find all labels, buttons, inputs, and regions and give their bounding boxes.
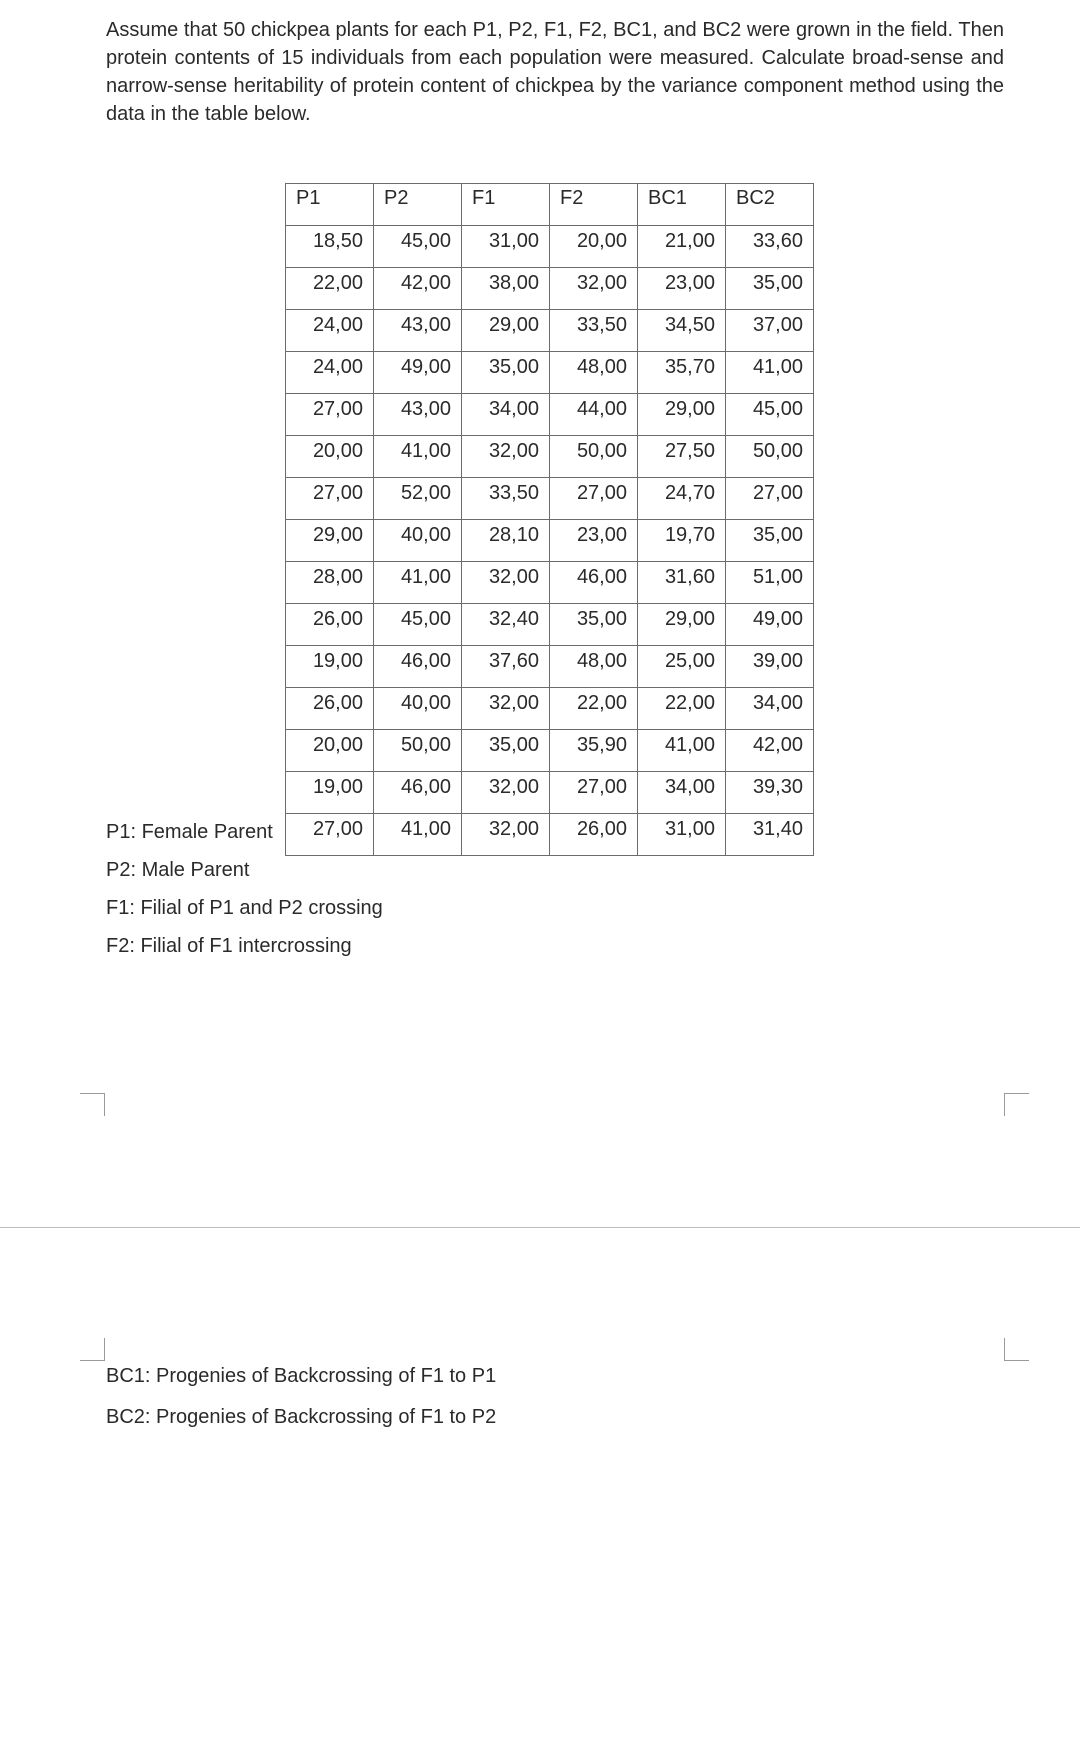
table-row [286, 520, 814, 562]
table-cell: 34,00 [726, 688, 814, 730]
table-cell: 48,00 [550, 646, 638, 688]
table-cell: 31,40 [726, 814, 814, 856]
legend-f1: F1: Filial of P1 and P2 crossing [106, 897, 383, 919]
table-cell: 33,60 [726, 226, 814, 268]
table-cell: 50,00 [550, 436, 638, 478]
table-cell: 34,50 [638, 310, 726, 352]
table-cell: 39,30 [726, 772, 814, 814]
table-row [286, 646, 814, 688]
table-cell: 22,00 [286, 268, 374, 310]
table-cell: 20,00 [286, 436, 374, 478]
table-cell: 35,00 [726, 268, 814, 310]
column-header-p2: P2 [374, 184, 462, 226]
column-header-bc2: BC2 [726, 184, 814, 226]
table-cell: 45,00 [374, 226, 462, 268]
table-cell: 29,00 [638, 604, 726, 646]
table-cell: 45,00 [374, 604, 462, 646]
column-header-f1: F1 [462, 184, 550, 226]
table-cell: 40,00 [374, 520, 462, 562]
table-row [286, 730, 814, 772]
table-cell: 42,00 [374, 268, 462, 310]
table-cell: 35,00 [462, 730, 550, 772]
table-row [286, 436, 814, 478]
table-cell: 20,00 [550, 226, 638, 268]
table-cell: 19,00 [286, 772, 374, 814]
problem-statement: Assume that 50 chickpea plants for each P1, P2, F1, F2, BC1, and BC2 were grown in the field. Then protein contents of 15 individuals from each population were measured. Calculate broad-sense and narrow-sense heritability of protein content of chickpea by the variance component method using the data in the table below. [106, 19, 1004, 125]
table-cell: 33,50 [462, 478, 550, 520]
table-cell: 35,00 [462, 352, 550, 394]
table-cell: 24,00 [286, 352, 374, 394]
table-cell: 44,00 [550, 394, 638, 436]
table-row [286, 310, 814, 352]
table-cell: 27,00 [286, 478, 374, 520]
table-cell: 32,00 [462, 562, 550, 604]
table-cell: 46,00 [374, 646, 462, 688]
protein-content-table [285, 183, 814, 856]
table-cell: 37,60 [462, 646, 550, 688]
table-row [286, 604, 814, 646]
legend-p2: P2: Male Parent [106, 859, 250, 881]
page-break-line [0, 1227, 1080, 1228]
legend-bc2: BC2: Progenies of Backcrossing of F1 to P2 [106, 1406, 497, 1428]
table-cell: 26,00 [286, 688, 374, 730]
table-row [286, 394, 814, 436]
table-cell: 52,00 [374, 478, 462, 520]
table-row [286, 226, 814, 268]
table-cell: 19,70 [638, 520, 726, 562]
table-cell: 43,00 [374, 394, 462, 436]
table-cell: 31,60 [638, 562, 726, 604]
table-cell: 32,00 [462, 814, 550, 856]
table-cell: 41,00 [374, 562, 462, 604]
table-cell: 43,00 [374, 310, 462, 352]
table-cell: 23,00 [638, 268, 726, 310]
table-cell: 35,00 [726, 520, 814, 562]
table-cell: 35,00 [550, 604, 638, 646]
table-cell: 19,00 [286, 646, 374, 688]
table-cell: 27,00 [286, 394, 374, 436]
crop-mark-bottom-right [1004, 1338, 1029, 1361]
table-cell: 21,00 [638, 226, 726, 268]
table-cell: 20,00 [286, 730, 374, 772]
crop-mark-top-left [80, 1093, 105, 1116]
table-cell: 49,00 [374, 352, 462, 394]
table-cell: 51,00 [726, 562, 814, 604]
column-header-bc1: BC1 [638, 184, 726, 226]
table-header-row [286, 184, 814, 226]
table-row [286, 772, 814, 814]
table-cell: 29,00 [638, 394, 726, 436]
column-header-f2: F2 [550, 184, 638, 226]
table-cell: 32,00 [462, 436, 550, 478]
table-cell: 50,00 [726, 436, 814, 478]
table-cell: 45,00 [726, 394, 814, 436]
table-cell: 37,00 [726, 310, 814, 352]
table-cell: 35,70 [638, 352, 726, 394]
table-cell: 18,50 [286, 226, 374, 268]
table-row [286, 478, 814, 520]
table-cell: 26,00 [286, 604, 374, 646]
table-cell: 27,00 [726, 478, 814, 520]
table-cell: 29,00 [462, 310, 550, 352]
table-cell: 34,00 [638, 772, 726, 814]
table-cell: 26,00 [550, 814, 638, 856]
column-header-p1: P1 [286, 184, 374, 226]
table-cell: 33,50 [550, 310, 638, 352]
table-cell: 31,00 [462, 226, 550, 268]
table-cell: 22,00 [638, 688, 726, 730]
table-cell: 41,00 [726, 352, 814, 394]
legend-f2: F2: Filial of F1 intercrossing [106, 935, 352, 957]
table-cell: 28,10 [462, 520, 550, 562]
table-cell: 24,00 [286, 310, 374, 352]
table-cell: 31,00 [638, 814, 726, 856]
table-cell: 39,00 [726, 646, 814, 688]
table-cell: 34,00 [462, 394, 550, 436]
table-row [286, 814, 814, 856]
table-cell: 38,00 [462, 268, 550, 310]
table-cell: 46,00 [374, 772, 462, 814]
legend-p1: P1: Female Parent [106, 821, 273, 843]
table-row [286, 268, 814, 310]
table-cell: 23,00 [550, 520, 638, 562]
table-cell: 32,00 [462, 772, 550, 814]
table-cell: 50,00 [374, 730, 462, 772]
legend-bc1: BC1: Progenies of Backcrossing of F1 to P1 [106, 1365, 497, 1387]
table-cell: 42,00 [726, 730, 814, 772]
table-cell: 46,00 [550, 562, 638, 604]
table-cell: 22,00 [550, 688, 638, 730]
table-body [286, 226, 814, 856]
table-row [286, 562, 814, 604]
table-cell: 27,00 [550, 478, 638, 520]
table-cell: 25,00 [638, 646, 726, 688]
table-cell: 49,00 [726, 604, 814, 646]
table-cell: 41,00 [638, 730, 726, 772]
table-cell: 40,00 [374, 688, 462, 730]
table-cell: 28,00 [286, 562, 374, 604]
table-row [286, 688, 814, 730]
table-cell: 27,00 [286, 814, 374, 856]
table-cell: 35,90 [550, 730, 638, 772]
table-cell: 48,00 [550, 352, 638, 394]
table-row [286, 352, 814, 394]
table-cell: 32,40 [462, 604, 550, 646]
table-cell: 27,00 [550, 772, 638, 814]
crop-mark-bottom-left [80, 1338, 105, 1361]
table-cell: 41,00 [374, 814, 462, 856]
table-cell: 24,70 [638, 478, 726, 520]
crop-mark-top-right [1004, 1093, 1029, 1116]
table-cell: 29,00 [286, 520, 374, 562]
table-cell: 27,50 [638, 436, 726, 478]
table-cell: 32,00 [462, 688, 550, 730]
table-cell: 41,00 [374, 436, 462, 478]
table-cell: 32,00 [550, 268, 638, 310]
